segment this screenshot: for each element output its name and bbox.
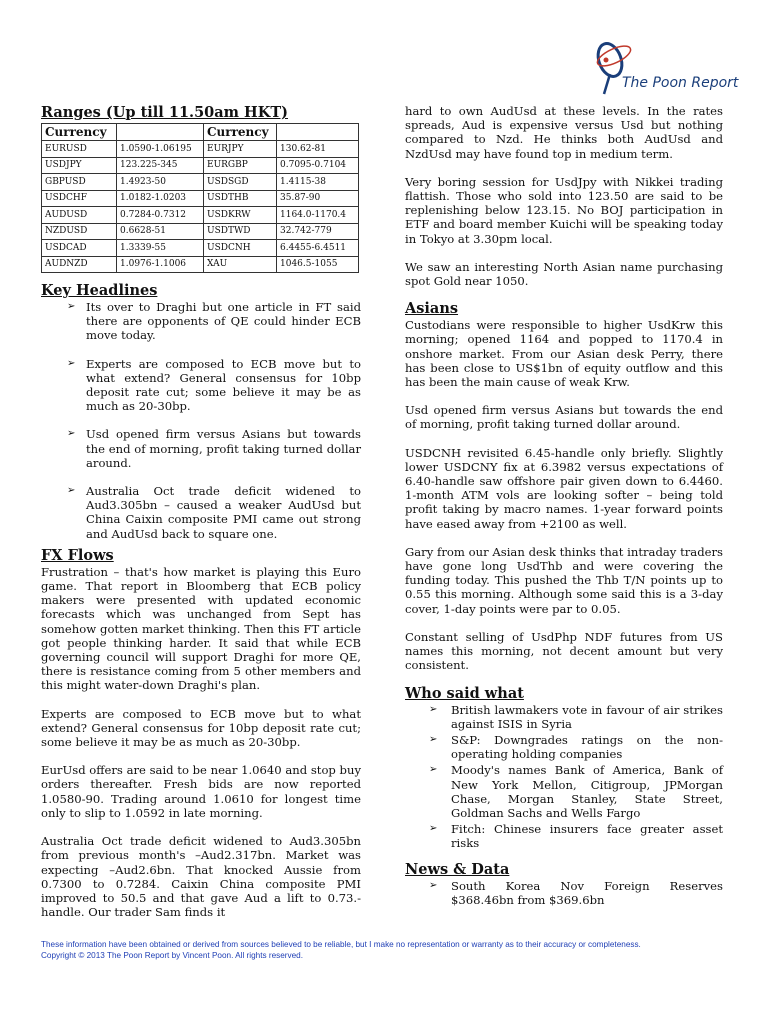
ranges-header-row <box>42 124 359 141</box>
list-item-text: Australia Oct trade deficit widened to Aud3.305bn – caused a weaker AudUsd but China Caixin composite PMI came out strong and AudUsd back to square one. <box>86 484 361 541</box>
ranges-cell: USDTHB <box>204 190 277 207</box>
arrow-bullet-icon: ➢ <box>429 733 438 745</box>
ranges-cell: NZDUSD <box>42 223 117 240</box>
arrow-bullet-icon: ➢ <box>67 357 76 369</box>
header-cell: Currency <box>204 124 277 141</box>
key-headlines-list <box>41 300 361 541</box>
paragraph: We saw an interesting North Asian name purchasing spot Gold near 1050. <box>405 259 723 289</box>
ranges-body <box>42 141 359 273</box>
arrow-bullet-icon: ➢ <box>429 823 438 835</box>
list-item-text: Experts are composed to ECB move but to what extend? General consensus for 10bp deposit rate cut; some believe it may be as much as 20-30bp. <box>86 356 361 414</box>
ranges-row <box>42 223 359 240</box>
ranges-table <box>41 123 359 273</box>
paragraph: Custodians were responsible to higher UsdKrw this morning; opened 1164 and popped to 1170.4 in onshore market. From our Asian desk Perry, there has been close to US$1bn of equity outflow and this has been the main cause of weak Krw. <box>405 318 723 390</box>
paragraph: hard to own AudUsd at these levels. In the rates spreads, Aud is expensive versus Usd but nothing compared to Nzd. He thinks both AudUsd and NzdUsd may have found top in medium term. <box>405 104 723 161</box>
news-data-title: News & Data <box>405 860 510 878</box>
ranges-cell: EURGBP <box>204 157 277 174</box>
ranges-cell: 1.4923-50 <box>117 174 204 191</box>
disclaimer-text: These information have been obtained or derived from sources believed to be reliable, but I make no representation or warranty as to their accuracy or completeness. <box>41 940 641 949</box>
list-item <box>405 733 723 761</box>
header-cell <box>117 124 204 141</box>
paragraph: Usd opened firm versus Asians but towards the end of morning, profit taking turned dollar around. <box>405 403 723 432</box>
arrow-bullet-icon: ➢ <box>429 879 438 891</box>
ranges-cell: XAU <box>204 256 277 273</box>
arrow-bullet-icon: ➢ <box>67 485 76 497</box>
key-headlines-title: Key Headlines <box>41 282 158 299</box>
left-column <box>41 104 361 919</box>
ranges-row <box>42 157 359 174</box>
logo-text: The Poon Report <box>622 75 739 91</box>
right-column <box>405 104 723 907</box>
asians-title: Asians <box>405 300 459 318</box>
list-item <box>41 357 361 414</box>
ranges-cell: 1046.5-1055 <box>277 256 359 273</box>
list-item <box>41 484 361 541</box>
who-said-what-list <box>405 703 723 851</box>
list-item-text: British lawmakers vote in favour of air strikes against ISIS in Syria <box>451 702 723 731</box>
ranges-row <box>42 141 359 158</box>
ranges-cell: EURJPY <box>204 141 277 158</box>
header-cell <box>277 124 359 141</box>
paragraph: EurUsd offers are said to be near 1.0640 and stop buy orders thereafter. Fresh bids are now reported 1.0580-90. Trading around 1.0610 for longest time only to slip to 1.0592 in late morning. <box>41 763 361 820</box>
ranges-cell: USDCAD <box>42 240 117 257</box>
ranges-cell: EURUSD <box>42 141 117 158</box>
list-item <box>405 822 723 850</box>
ranges-cell: USDSGD <box>204 174 277 191</box>
ranges-cell: USDCNH <box>204 240 277 257</box>
ranges-cell: USDKRW <box>204 207 277 224</box>
list-item <box>41 300 361 343</box>
list-item-text: Moody's names Bank of America, Bank of New York Mellon, Citigroup, JPMorgan Chase, Morgan Stanley, State Street, Goldman Sachs and Wells Fargo <box>451 763 723 820</box>
list-item <box>405 703 723 731</box>
list-item-text: Fitch: Chinese insurers face greater asset risks <box>451 822 723 851</box>
paragraph: Australia Oct trade deficit widened to Aud3.305bn from previous month's –Aud2.317bn. Market was expecting –Aud2.6bn. That knocked Aussie from 0.7300 to 0.7284. Caixin China composite PMI improved to 50.5 and that gave Aud a lift to 0.73.-handle. Our trader Sam finds it <box>41 834 361 920</box>
paragraph: USDCNH revisited 6.45-handle only briefly. Slightly lower USDCNY fix at 6.3982 versus expectations of 6.40-handle saw offshore pair given down to 6.4460. 1-month ATM vols are looking softer – being told profit taking by macro names. 1-year forward points have eased away from +2100 as well. <box>405 445 723 531</box>
ranges-cell: 1.3339-55 <box>117 240 204 257</box>
news-data-list <box>405 879 723 907</box>
ranges-cell: 0.7095-0.7104 <box>277 157 359 174</box>
who-said-what-title: Who said what <box>405 684 524 702</box>
list-item <box>405 879 723 907</box>
ranges-cell: 130.62-81 <box>277 141 359 158</box>
ranges-cell: 0.7284-0.7312 <box>117 207 204 224</box>
list-item-text: S&P: Downgrades ratings on the non-operating holding companies <box>451 732 723 762</box>
paragraph: Gary from our Asian desk thinks that intraday traders have gone long UsdThb and were covering the funding today. This pushed the Thb T/N points up to 0.55 this morning. Although some said this is a 3-day cover, 1-day points were par to 0.05. <box>405 544 723 616</box>
list-item-text: Its over to Draghi but one article in FT said there are opponents of QE could hinder ECB move today. <box>86 300 361 343</box>
ranges-cell: 0.6628-51 <box>117 223 204 240</box>
right-intro-body <box>405 104 723 288</box>
asians-body <box>405 318 723 672</box>
ranges-row <box>42 190 359 207</box>
ranges-row <box>42 256 359 273</box>
ranges-cell: 32.742-779 <box>277 223 359 240</box>
fx-flows-body <box>41 565 361 919</box>
ranges-cell: USDJPY <box>42 157 117 174</box>
ranges-cell: 123.225-345 <box>117 157 204 174</box>
arrow-bullet-icon: ➢ <box>429 764 438 776</box>
ranges-cell: GBPUSD <box>42 174 117 191</box>
fx-flows-title: FX Flows <box>41 546 114 564</box>
header-cell: Currency <box>42 124 117 141</box>
ranges-title: Ranges (Up till 11.50am HKT) <box>41 104 289 121</box>
footer <box>41 939 741 961</box>
list-item-text: South Korea Nov Foreign Reserves $368.46bn from $369.6bn <box>451 878 723 907</box>
ranges-cell: 1.0976-1.1006 <box>117 256 204 273</box>
ranges-row <box>42 174 359 191</box>
ranges-cell: 1.4115-38 <box>277 174 359 191</box>
ranges-cell: USDCHF <box>42 190 117 207</box>
paragraph: Very boring session for UsdJpy with Nikkei trading flattish. Those who sold into 123.50 are said to be replenishing below 123.15. No BOJ participation in ETF and board member Kuichi will be speaking today in Tokyo at 3.30pm local. <box>405 174 723 246</box>
ranges-cell: AUDNZD <box>42 256 117 273</box>
ranges-cell: 35.87-90 <box>277 190 359 207</box>
ranges-row <box>42 240 359 257</box>
paragraph: Experts are composed to ECB move but to what extend? General consensus for 10bp deposit rate cut; some believe it may be as much as 20-30bp. <box>41 706 361 750</box>
arrow-bullet-icon: ➢ <box>67 428 76 440</box>
ranges-cell: 1.0182-1.0203 <box>117 190 204 207</box>
paragraph: Frustration – that's how market is playing this Euro game. That report in Bloomberg that ECB policy makers were presented with updated economic forecasts which was unchanged from Sept has somehow gotten market thinking. Then this FT article got people thinking harder. It said that while ECB governing council will support Draghi for more QE, there is resistance coming from 5 other members and this might water-down Draghi's plan. <box>41 564 361 693</box>
ranges-cell: 1.0590-1.06195 <box>117 141 204 158</box>
copyright-text: Copyright © 2013 The Poon Report by Vincent Poon. All rights reserved. <box>41 951 303 960</box>
list-item <box>405 763 723 820</box>
ranges-cell: 1164.0-1170.4 <box>277 207 359 224</box>
ranges-cell: 6.4455-6.4511 <box>277 240 359 257</box>
ranges-row <box>42 207 359 224</box>
arrow-bullet-icon: ➢ <box>67 301 76 312</box>
ranges-cell: USDTWD <box>204 223 277 240</box>
list-item <box>41 427 361 470</box>
paragraph: Constant selling of UsdPhp NDF futures from US names this morning, not decent amount but very consistent. <box>405 629 723 673</box>
arrow-bullet-icon: ➢ <box>429 703 438 715</box>
list-item-text: Usd opened firm versus Asians but towards the end of morning, profit taking turned dollar around. <box>86 427 361 470</box>
ranges-cell: AUDUSD <box>42 207 117 224</box>
